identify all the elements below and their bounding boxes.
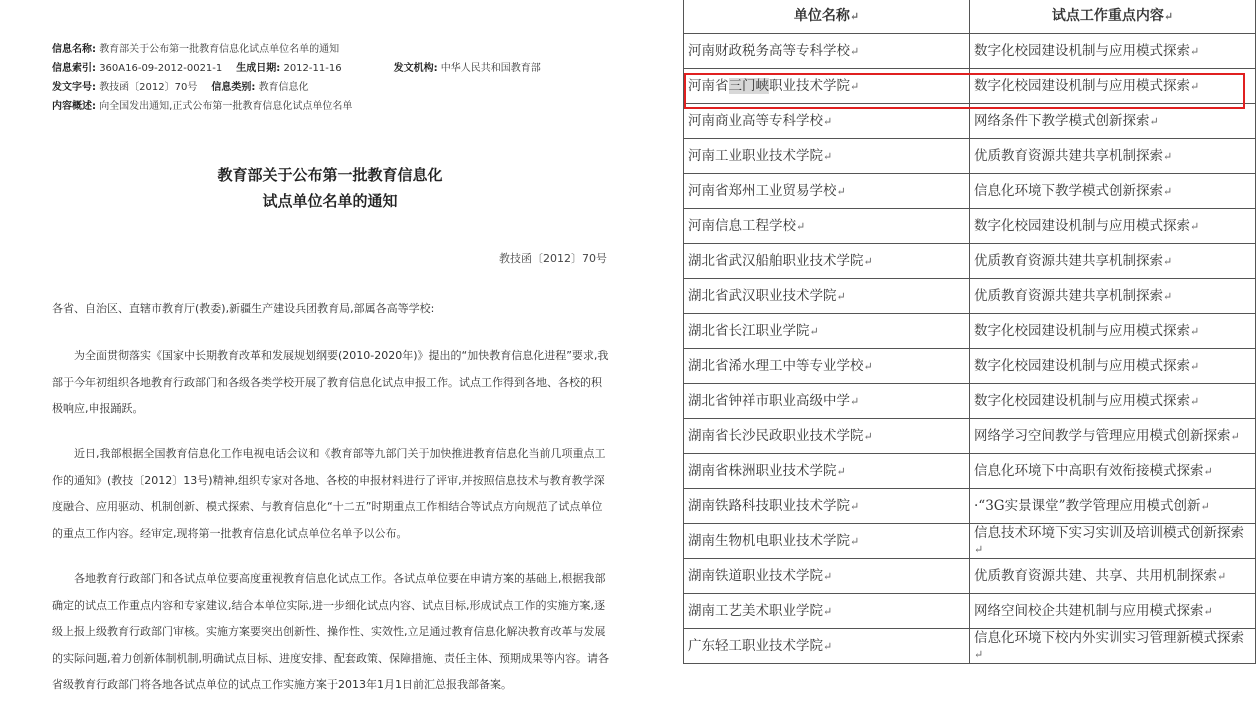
pilot-content-cell: 数字化校园建设机制与应用模式探索↵ [970, 314, 1256, 349]
unit-name-cell: 湖北省武汉船舶职业技术学院↵ [684, 244, 970, 279]
document-title: 教育部关于公布第一批教育信息化 试点单位名单的通知 [217, 166, 443, 210]
pilot-unit-table [683, 0, 1256, 664]
paragraph-2: 近日,我部根据全国教育信息化工作电视电话会议和《教育部等九部门关于加快推进教育信息化当前几项重点工作的通知》(教技〔2012〕13号)精神,组织专家对各地、各校的申报材料进行了评审,并按照信息技术与教育教学深度融合、应用驱动、机制创新、模式探索、与教育信息化“十二五”时期重点工作相结合等试点方向规范了试点单位的重点工作内容。经审定,现将第一批教育信息化试点单位名单予以公布。 [52, 447, 606, 540]
unit-name-cell: 河南工业职业技术学院↵ [684, 139, 970, 174]
table-row [684, 419, 1256, 454]
unit-name-cell: 河南省郑州工业贸易学校↵ [684, 174, 970, 209]
salutation: 各省、自治区、直辖市教育厅(教委),新疆生产建设兵团教育局,部属各高等学校: [52, 302, 435, 315]
pilot-content-cell: 优质教育资源共建共享机制探索↵ [970, 139, 1256, 174]
unit-name-cell: 湖南工艺美术职业学院↵ [684, 594, 970, 629]
unit-name-cell: 湖南铁道职业技术学院↵ [684, 559, 970, 594]
meta-summary: 内容概述: 向全国发出通知,正式公布第一批教育信息化试点单位名单 [52, 101, 353, 112]
unit-name-cell: 河南信息工程学校↵ [684, 209, 970, 244]
header-pilot-content: 试点工作重点内容↵ [970, 0, 1256, 34]
pilot-content-cell: 优质教育资源共建共享机制探索↵ [970, 244, 1256, 279]
pilot-content-cell: 网络学习空间教学与管理应用模式创新探索↵ [970, 419, 1256, 454]
table-row [684, 174, 1256, 209]
table-row [684, 244, 1256, 279]
paragraph-3: 各地教育行政部门和各试点单位要高度重视教育信息化试点工作。各试点单位要在申请方案的基础上,根据我部确定的试点工作重点内容和专家建议,结合本单位实际,进一步细化试点内容、试点目标,形成试点工作的实施方案,逐级上报上级教育行政部门审核。实施方案要突出创新性、操作性、实效性,立足通过教育信息化解决教育改革与发展的实际问题,着力创新体制机制,明确试点目标、进度安排、配套政策、保障措施、责任主体、预期成果等内容。请各省级教育行政部门将各地各试点单位的试点工作实施方案于2013年1月1日前汇总报我部备案。 [52, 572, 609, 691]
pilot-content-cell: 数字化校园建设机制与应用模式探索↵ [970, 209, 1256, 244]
pilot-content-cell: 数字化校园建设机制与应用模式探索↵ [970, 69, 1256, 104]
pilot-content-cell: 信息化环境下中高职有效衔接模式探索↵ [970, 454, 1256, 489]
unit-name-cell: 湖北省长江职业学院↵ [684, 314, 970, 349]
unit-name-cell: 湖南省株洲职业技术学院↵ [684, 454, 970, 489]
table-row [684, 349, 1256, 384]
table-row [684, 279, 1256, 314]
meta-index-row: 信息索引: 360A16-09-2012-0021-1 生成日期: 2012-11-16 发文机构: 中华人民共和国教育部 [52, 63, 541, 74]
unit-name-cell: 广东轻工职业技术学院↵ [684, 629, 970, 664]
pilot-content-cell: 数字化校园建设机制与应用模式探索↵ [970, 34, 1256, 69]
pilot-content-cell: 网络条件下教学模式创新探索↵ [970, 104, 1256, 139]
pilot-content-cell: 信息化环境下教学模式创新探索↵ [970, 174, 1256, 209]
unit-name-cell: 河南财政税务高等专科学校↵ [684, 34, 970, 69]
unit-name-cell: 湖北省浠水理工中等专业学校↵ [684, 349, 970, 384]
unit-name-cell: 湖北省钟祥市职业高级中学↵ [684, 384, 970, 419]
unit-name-cell: 湖南省长沙民政职业技术学院↵ [684, 419, 970, 454]
table-row [684, 104, 1256, 139]
meta-docno-row: 发文字号: 教技函〔2012〕70号 信息类别: 教育信息化 [52, 82, 309, 93]
pilot-content-cell: 数字化校园建设机制与应用模式探索↵ [970, 384, 1256, 419]
table-row [684, 489, 1256, 524]
pilot-content-cell: 信息技术环境下实习实训及培训模式创新探索↵ [970, 524, 1256, 559]
paragraph-1: 为全面贯彻落实《国家中长期教育改革和发展规划纲要(2010-2020年)》提出的“加快教育信息化进程”要求,我部于今年初组织各地教育行政部门和各级各类学校开展了教育信息化试点申报工作。试点工作得到各地、各校的积极响应,申报踊跃。 [52, 349, 609, 415]
unit-name-cell: 湖北省武汉职业技术学院↵ [684, 279, 970, 314]
unit-name-cell: 河南商业高等专科学校↵ [684, 104, 970, 139]
pilot-unit-table-panel [660, 0, 1257, 716]
pilot-content-cell: 数字化校园建设机制与应用模式探索↵ [970, 349, 1256, 384]
table-row [684, 139, 1256, 174]
table-row [684, 594, 1256, 629]
document-number: 教技函〔2012〕70号 [499, 252, 607, 265]
table-row [684, 454, 1256, 489]
table-row [684, 384, 1256, 419]
table-row [684, 209, 1256, 244]
table-row [684, 524, 1256, 559]
unit-name-cell: 湖南铁路科技职业技术学院↵ [684, 489, 970, 524]
meta-info-name: 信息名称: 教育部关于公布第一批教育信息化试点单位名单的通知 [52, 44, 340, 55]
table-row [684, 314, 1256, 349]
table-row [684, 34, 1256, 69]
pilot-content-cell: 网络空间校企共建机制与应用模式探索↵ [970, 594, 1256, 629]
pilot-content-cell: 信息化环境下校内外实训实习管理新模式探索↵ [970, 629, 1256, 664]
pilot-content-cell: 优质教育资源共建共享机制探索↵ [970, 279, 1256, 314]
table-row [684, 629, 1256, 664]
table-row [684, 69, 1256, 104]
table-row [684, 559, 1256, 594]
highlighted-text: 三门峡 [728, 77, 769, 94]
header-unit-name: 单位名称↵ [684, 0, 970, 34]
pilot-content-cell: ·“3G实景课堂”教学管理应用模式创新↵ [970, 489, 1256, 524]
unit-name-cell: 湖南生物机电职业技术学院↵ [684, 524, 970, 559]
unit-name-cell: 河南省三门峡职业技术学院↵ [684, 69, 970, 104]
pilot-content-cell: 优质教育资源共建、共享、共用机制探索↵ [970, 559, 1256, 594]
